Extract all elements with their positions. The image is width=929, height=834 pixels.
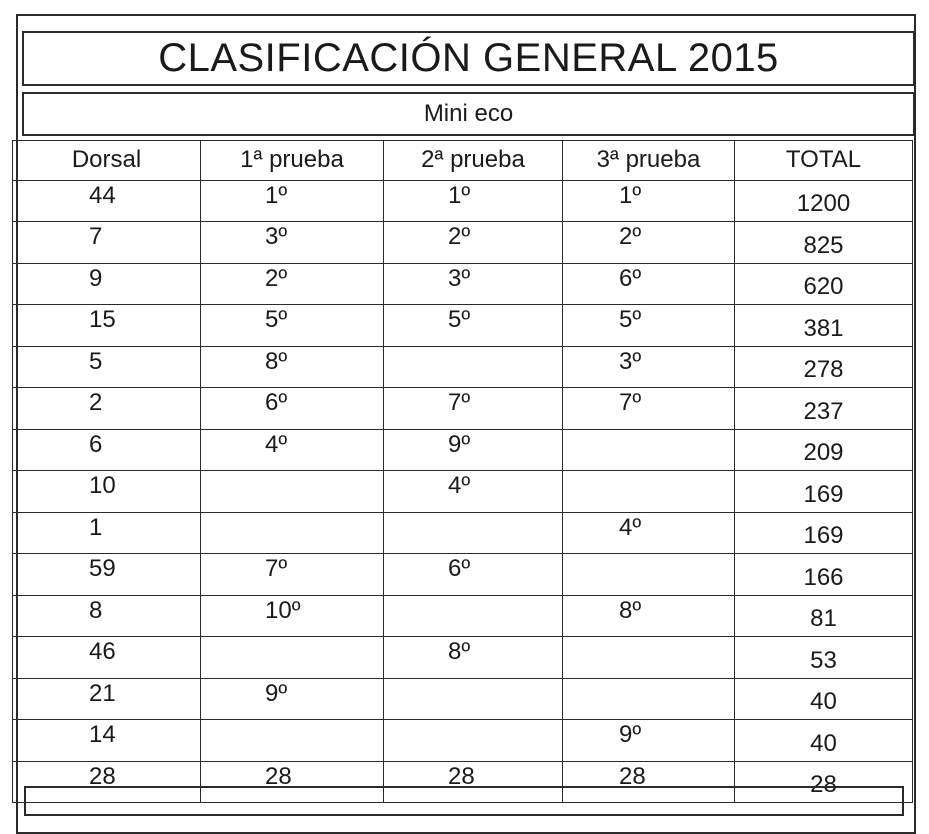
dorsal-cell: 59 (13, 554, 201, 596)
table-row (13, 554, 913, 596)
prueba-2-cell (384, 720, 563, 762)
table-row (13, 263, 913, 305)
total-cell: 1200 (735, 180, 913, 222)
dorsal-cell: 5 (13, 346, 201, 388)
prueba-2-cell: 2º (384, 222, 563, 264)
table-row (13, 678, 913, 720)
prueba-2-cell: 7º (384, 388, 563, 430)
dorsal-cell: 8 (13, 595, 201, 637)
prueba-1-cell: 10º (201, 595, 384, 637)
table-row (13, 720, 913, 762)
prueba-2-cell (384, 595, 563, 637)
table-row (13, 346, 913, 388)
prueba-2-cell: 8º (384, 637, 563, 679)
prueba-1-cell: 5º (201, 305, 384, 347)
dorsal-cell: 21 (13, 678, 201, 720)
total-cell: 40 (735, 720, 913, 762)
header-prueba-3: 3ª prueba (563, 141, 735, 181)
total-cell: 237 (735, 388, 913, 430)
dorsal-cell: 7 (13, 222, 201, 264)
dorsal-cell: 2 (13, 388, 201, 430)
prueba-1-cell (201, 637, 384, 679)
total-cell: 53 (735, 637, 913, 679)
dorsal-cell: 10 (13, 471, 201, 513)
total-cell: 825 (735, 222, 913, 264)
prueba-2-cell: 28 (384, 761, 563, 803)
prueba-1-cell: 4º (201, 429, 384, 471)
total-cell: 169 (735, 471, 913, 513)
prueba-3-cell: 5º (563, 305, 735, 347)
prueba-3-cell (563, 554, 735, 596)
prueba-3-cell: 3º (563, 346, 735, 388)
table-body (13, 180, 913, 803)
table-row (13, 180, 913, 222)
prueba-2-cell: 9º (384, 429, 563, 471)
dorsal-cell: 28 (13, 761, 201, 803)
prueba-3-cell: 1º (563, 180, 735, 222)
total-cell: 209 (735, 429, 913, 471)
prueba-3-cell: 4º (563, 512, 735, 554)
dorsal-cell: 46 (13, 637, 201, 679)
prueba-2-cell: 3º (384, 263, 563, 305)
prueba-1-cell: 9º (201, 678, 384, 720)
dorsal-cell: 44 (13, 180, 201, 222)
header-prueba-2: 2ª prueba (384, 141, 563, 181)
table-row (13, 471, 913, 513)
total-cell: 381 (735, 305, 913, 347)
category-label: Mini eco (423, 100, 514, 127)
total-cell: 169 (735, 512, 913, 554)
table-row (13, 429, 913, 471)
dorsal-cell: 15 (13, 305, 201, 347)
total-cell: 166 (735, 554, 913, 596)
prueba-2-cell (384, 678, 563, 720)
prueba-1-cell (201, 720, 384, 762)
dorsal-cell: 14 (13, 720, 201, 762)
prueba-2-cell: 4º (384, 471, 563, 513)
prueba-2-cell: 1º (384, 180, 563, 222)
dorsal-cell: 1 (13, 512, 201, 554)
table-row (13, 388, 913, 430)
prueba-3-cell (563, 678, 735, 720)
bottom-box (24, 786, 904, 816)
title-box (22, 31, 915, 86)
prueba-1-cell: 3º (201, 222, 384, 264)
page-title: CLASIFICACIÓN GENERAL 2015 (158, 36, 779, 80)
prueba-3-cell (563, 429, 735, 471)
table-row (13, 512, 913, 554)
prueba-1-cell: 8º (201, 346, 384, 388)
total-cell: 278 (735, 346, 913, 388)
category-box (22, 92, 915, 136)
prueba-1-cell (201, 512, 384, 554)
prueba-1-cell: 1º (201, 180, 384, 222)
dorsal-cell: 9 (13, 263, 201, 305)
total-cell: 40 (735, 678, 913, 720)
dorsal-cell: 6 (13, 429, 201, 471)
prueba-1-cell: 6º (201, 388, 384, 430)
prueba-3-cell: 2º (563, 222, 735, 264)
prueba-1-cell: 7º (201, 554, 384, 596)
table-row (13, 595, 913, 637)
header-total: TOTAL (735, 141, 913, 181)
total-cell: 81 (735, 595, 913, 637)
prueba-1-cell (201, 471, 384, 513)
prueba-3-cell (563, 637, 735, 679)
table-row (13, 222, 913, 264)
table-header-row (13, 141, 913, 181)
header-prueba-1: 1ª prueba (201, 141, 384, 181)
prueba-3-cell: 8º (563, 595, 735, 637)
prueba-2-cell: 5º (384, 305, 563, 347)
prueba-2-cell (384, 346, 563, 388)
prueba-3-cell (563, 471, 735, 513)
classification-table (12, 140, 913, 803)
table-row (13, 637, 913, 679)
prueba-2-cell (384, 512, 563, 554)
header-dorsal: Dorsal (13, 141, 201, 181)
prueba-1-cell: 2º (201, 263, 384, 305)
table-row (13, 305, 913, 347)
total-cell: 620 (735, 263, 913, 305)
prueba-2-cell: 6º (384, 554, 563, 596)
prueba-3-cell: 28 (563, 761, 735, 803)
prueba-3-cell: 6º (563, 263, 735, 305)
prueba-1-cell: 28 (201, 761, 384, 803)
prueba-3-cell: 9º (563, 720, 735, 762)
total-cell: 28 (735, 761, 913, 803)
prueba-3-cell: 7º (563, 388, 735, 430)
